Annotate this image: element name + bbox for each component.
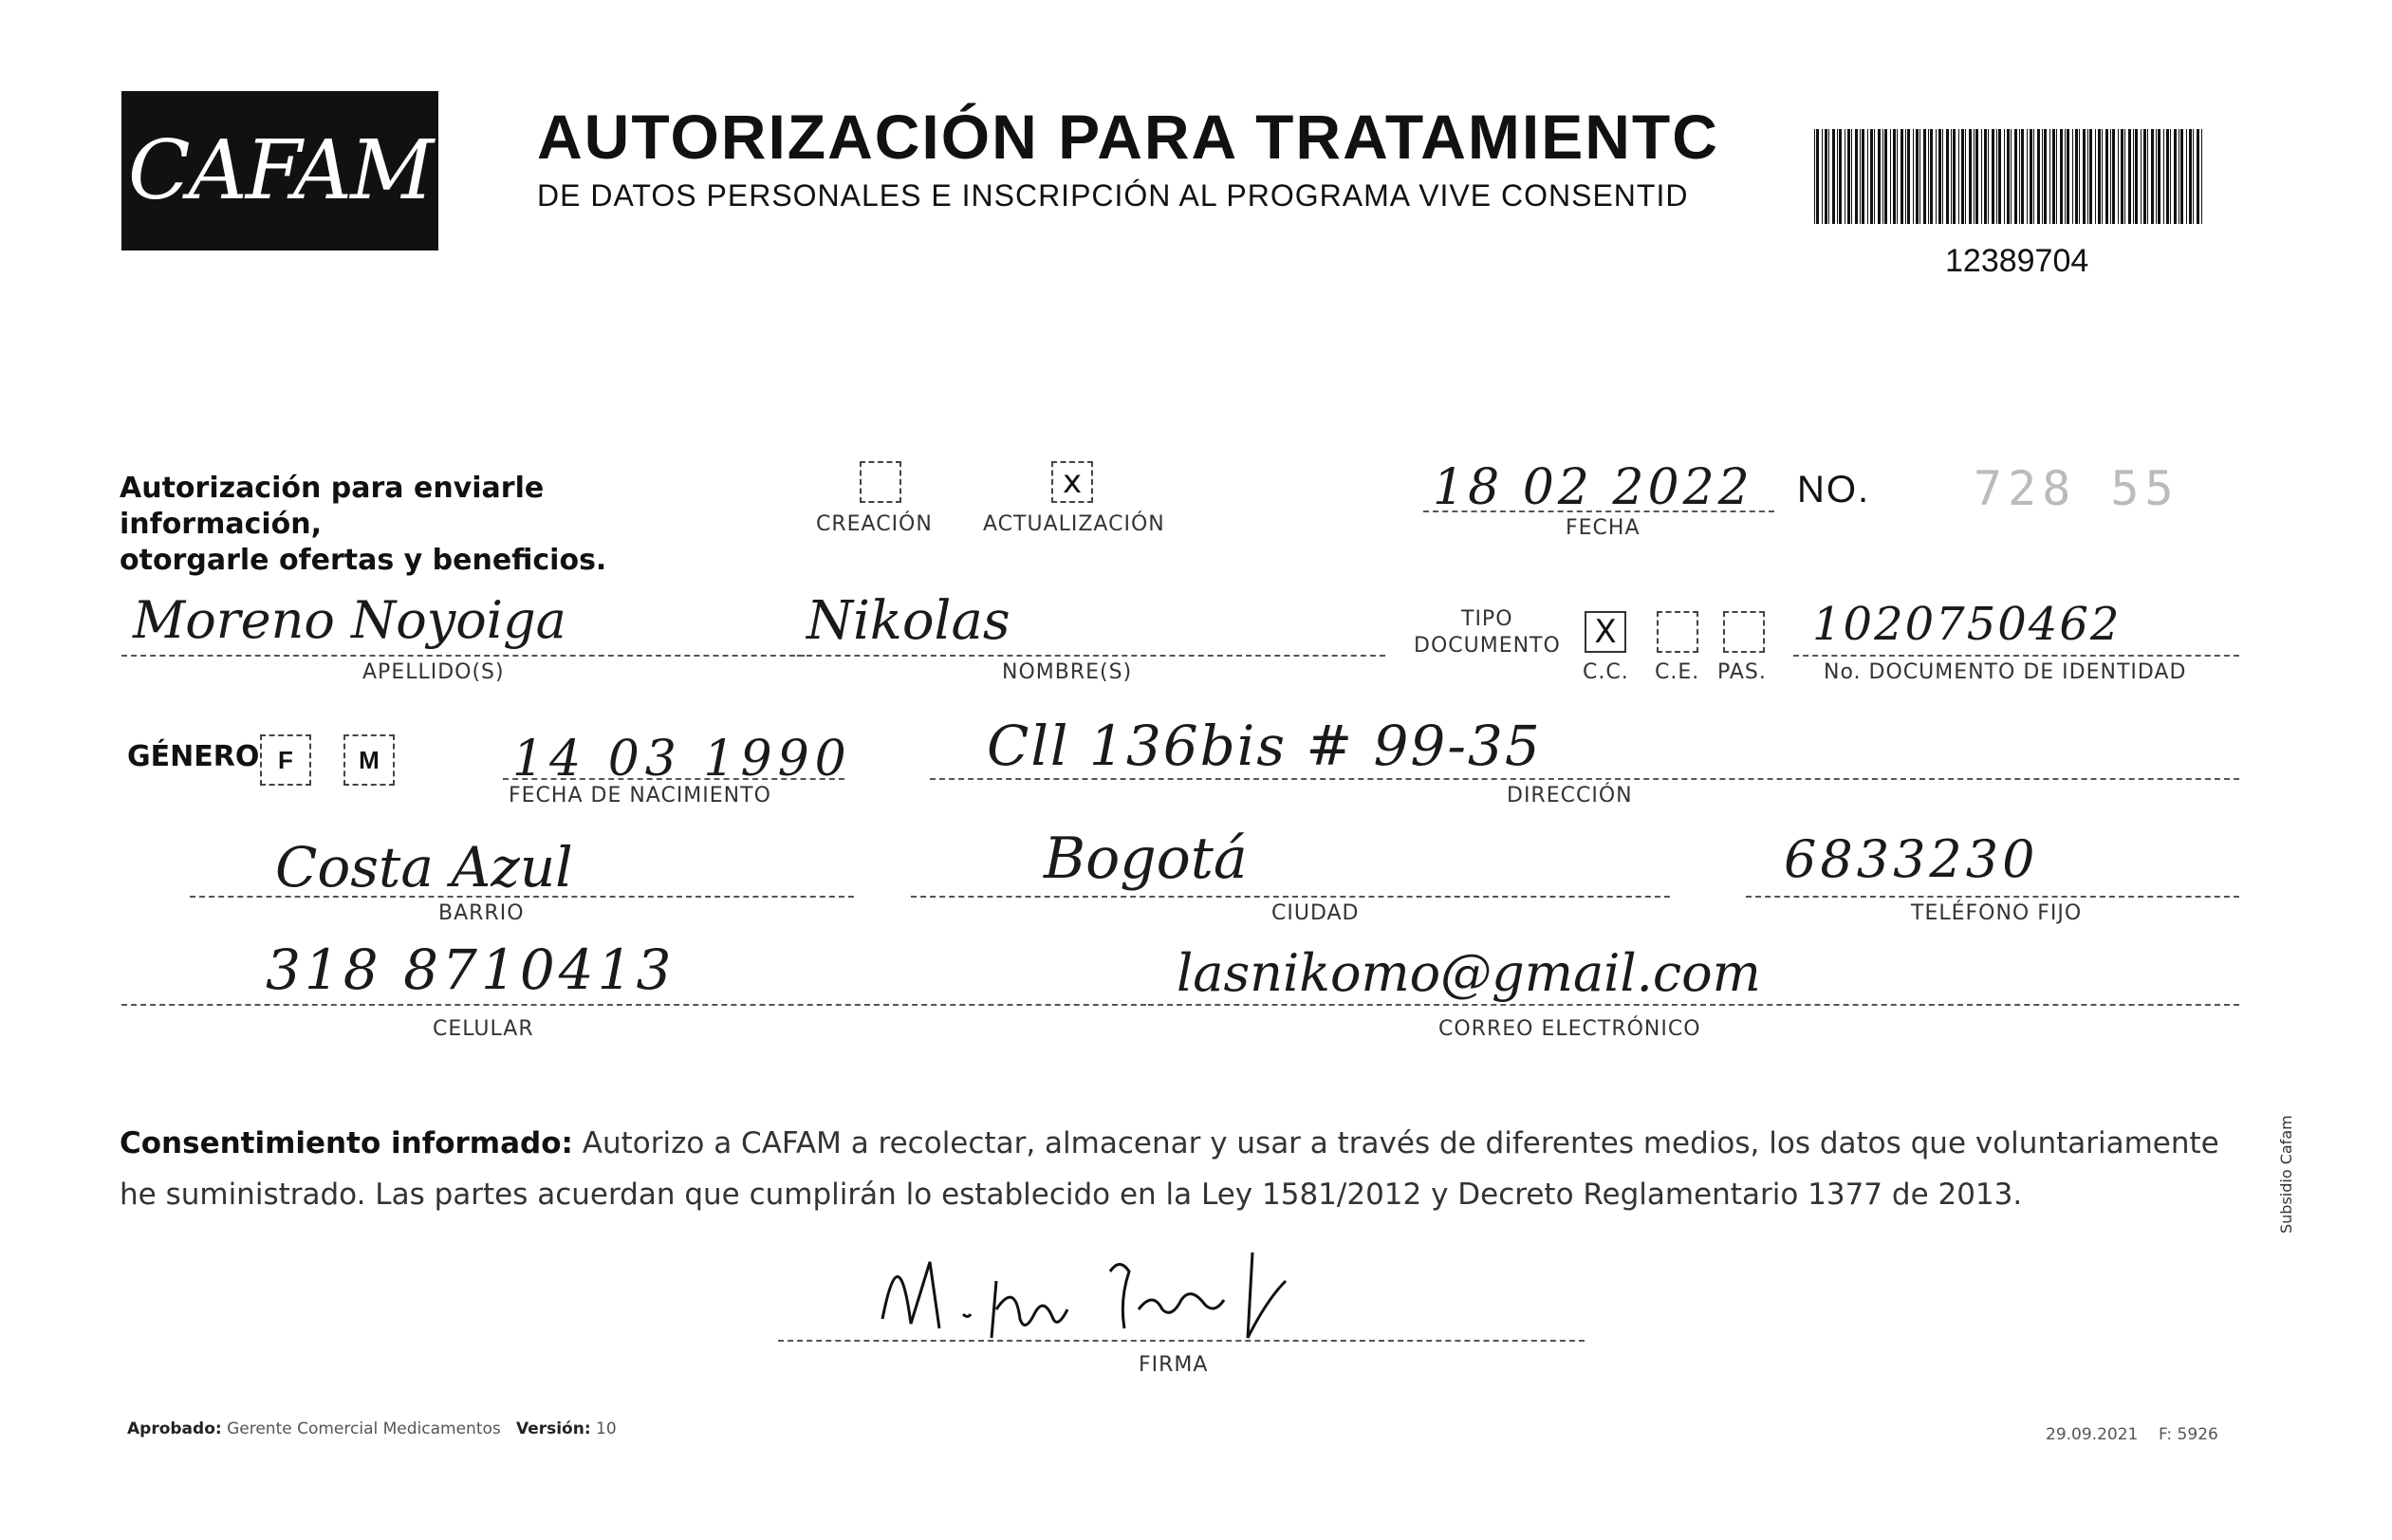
telefono-label: TELÉFONO FIJO xyxy=(1911,901,2083,925)
correo-line xyxy=(1148,1004,2239,1006)
nacimiento-value[interactable]: 14 03 1990 xyxy=(512,731,852,788)
form-subtitle: DE DATOS PERSONALES E INSCRIPCIÓN AL PROGRAMA VIVE CONSENTID xyxy=(537,178,1689,213)
fecha-label: FECHA xyxy=(1566,516,1641,540)
celular-value[interactable]: 318 8710413 xyxy=(266,937,676,1002)
nombres-line xyxy=(797,655,1385,657)
documento-line xyxy=(1793,655,2239,657)
cafam-logo xyxy=(121,91,438,250)
no-value: 728 55 xyxy=(1974,461,2179,516)
ciudad-label: CIUDAD xyxy=(1271,901,1360,925)
fecha-line xyxy=(1423,510,1774,512)
correo-label: CORREO ELECTRÓNICO xyxy=(1438,1017,1701,1041)
aprobado-value: Gerente Comercial Medicamentos xyxy=(227,1419,501,1438)
ciudad-value[interactable]: Bogotá xyxy=(1044,826,1248,892)
celular-line xyxy=(121,1004,1146,1006)
apellidos-label: APELLIDO(S) xyxy=(362,660,505,684)
documento-label: No. DOCUMENTO DE IDENTIDAD xyxy=(1824,660,2187,684)
apellidos-line xyxy=(121,655,805,657)
actualizacion-checkbox[interactable]: x xyxy=(1051,461,1093,503)
authorization-heading xyxy=(120,471,727,579)
nacimiento-line xyxy=(503,778,844,780)
nombres-label: NOMBRE(S) xyxy=(1002,660,1133,684)
footer-codes xyxy=(2046,1425,2218,1444)
genero-f-checkbox[interactable]: F xyxy=(260,734,311,786)
celular-label: CELULAR xyxy=(433,1017,534,1041)
genero-m-checkbox[interactable]: M xyxy=(343,734,395,786)
pas-checkbox[interactable] xyxy=(1723,611,1765,653)
consent-paragraph xyxy=(120,1118,2245,1220)
consent-text: Autorizo a CAFAM a recolectar, almacenar y usar a través de diferentes medios, los datos que voluntariamente he suministrado. Las partes acuerdan que cumplirán lo establecido en la Ley 1581/2012 y Decreto Reglamentario 1377 de 2013. xyxy=(120,1126,2219,1212)
version-value: 10 xyxy=(596,1419,617,1438)
version-label: Versión: xyxy=(515,1419,591,1438)
barrio-value[interactable]: Costa Azul xyxy=(275,835,573,900)
apellidos-value[interactable]: Moreno Noyoiga xyxy=(133,590,566,650)
direccion-line xyxy=(930,778,2239,780)
firma-line xyxy=(778,1340,1585,1342)
cc-label: C.C. xyxy=(1583,660,1629,684)
telefono-value[interactable]: 6833230 xyxy=(1784,829,2039,889)
consent-bold: Consentimiento informado: xyxy=(120,1126,573,1160)
barrio-line xyxy=(190,896,854,898)
tipo-label-1: TIPO xyxy=(1461,607,1513,631)
form-code: F: 5926 xyxy=(2158,1425,2218,1444)
barrio-label: BARRIO xyxy=(438,901,525,925)
fecha-value: 18 02 2022 xyxy=(1433,459,1753,516)
form-title: AUTORIZACIÓN PARA TRATAMIENTC xyxy=(537,102,1719,172)
authorization-heading-line2: otorgarle ofertas y beneficios. xyxy=(120,544,607,577)
side-text: Subsidio Cafam xyxy=(2277,1115,2295,1234)
pas-label: PAS. xyxy=(1717,660,1767,684)
direccion-value[interactable]: Cll 136bis # 99-35 xyxy=(987,714,1542,778)
cc-checkbox[interactable]: X xyxy=(1585,611,1626,653)
correo-value[interactable]: lasnikomo@gmail.com xyxy=(1177,943,1761,1003)
footer-aprobado xyxy=(127,1419,617,1438)
aprobado-label: Aprobado: xyxy=(127,1419,222,1438)
genero-label: GÉNERO xyxy=(127,740,260,773)
ce-label: C.E. xyxy=(1655,660,1700,684)
direccion-label: DIRECCIÓN xyxy=(1507,784,1633,807)
authorization-heading-line1: Autorización para enviarle información, xyxy=(120,472,545,541)
documento-value[interactable]: 1020750462 xyxy=(1812,598,2122,651)
creacion-checkbox[interactable] xyxy=(860,461,901,503)
ciudad-line xyxy=(911,896,1670,898)
telefono-line xyxy=(1746,896,2239,898)
signature-drawing xyxy=(873,1234,1328,1357)
no-label: NO. xyxy=(1797,469,1871,510)
nacimiento-label: FECHA DE NACIMIENTO xyxy=(509,784,771,807)
barcode-icon xyxy=(1814,129,2203,224)
logo-text: CAFAM xyxy=(127,123,433,218)
tipo-label-2: DOCUMENTO xyxy=(1414,634,1561,658)
creacion-label: CREACIÓN xyxy=(816,512,933,536)
nombres-value[interactable]: Nikolas xyxy=(807,590,1011,652)
firma-label: FIRMA xyxy=(1139,1353,1209,1377)
ce-checkbox[interactable] xyxy=(1657,611,1698,653)
date-code: 29.09.2021 xyxy=(2046,1425,2139,1444)
barcode-number: 12389704 xyxy=(1945,243,2089,279)
actualizacion-label: ACTUALIZACIÓN xyxy=(983,512,1165,536)
